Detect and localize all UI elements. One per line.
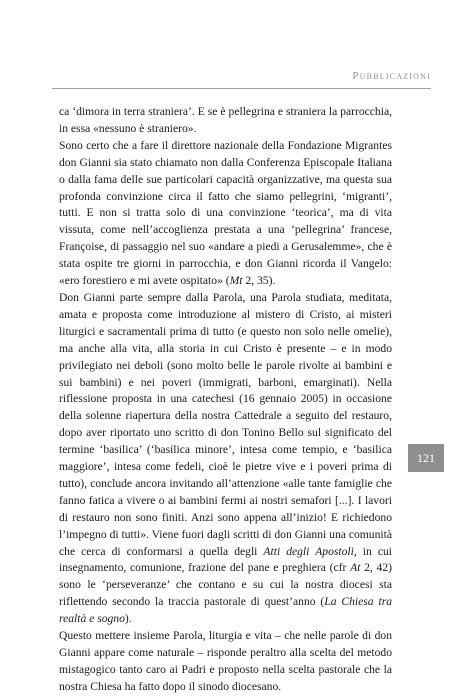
paragraph-1: ca ‘dimora in terra straniera’. E se è pellegrina e straniera la parrocchia, in essa «nessuno è straniero». — [59, 105, 392, 135]
title-la-chiesa: La Chiesa tra realtà e sogno — [59, 595, 392, 626]
paragraph-2-text-b: 2, 35). — [242, 274, 276, 288]
paragraph-4: Questo mettere insieme Parola, liturgia e vita – che nelle parole di don Gianni appare come naturale – risponde peraltro alla scelta del metodo mistagogico tanto caro ai Padri e proposto nella scelta pastorale che la nostra Chiesa ha fatto dopo il sinodo diocesano. — [59, 629, 392, 693]
paragraph-2 — [59, 138, 392, 290]
citation-mt: Mt — [229, 274, 243, 288]
paragraph-3-text-d: ). — [124, 612, 132, 626]
paragraph-3 — [59, 290, 392, 628]
paragraph-3-text-a: Don Gianni parte sempre dalla Parola, una Parola studiata, meditata, amata e proposta come introduzione al mistero di Cristo, ai misteri liturgici e sacramentali prima di tutto (e questo non solo nelle omelie), ma anche alla vita, alla storia in cui Cristo è presente – e in modo privilegiato nei deboli (sono molto belle le parole rivolte ai bambini e sui bambini) e nei poveri (immigrati, barboni, emarginati). Nella riflessione proposta in una catechesi (16 gennaio 2005) in occasione della solenne riapertura della nostra Cattedrale a seguito del restauro, dopo aver riportato uno scritto di don Tonino Bello sul significato del termine ‘basilica’ (‘basilica minore’, intesa come tempio, e ‘basilica maggiore’, intesa come fedeli, cioè le pietre vive e i poveri prima di tutto), conclude ancora invitando all’attenzione «alle tante famiglie che fanno fatica a vivere o ai bambini fermi ai nostri semafori [...]. I lavori di restauro non sono finiti. Anzi sono appena all’inizio! E richiedono l’impegno di tutti». Viene fuori dagli scritti di don Gianni una comunità che cerca di conformarsi a quella degli — [59, 290, 392, 558]
paragraph-3-text-c: 2, 42) sono le ‘perseveranze’ che contano e su cui la nostra diocesi sta riflettendo secondo la traccia pastorale di quest’anno ( — [59, 561, 393, 609]
title-atti-degli-apostoli: Atti degli Apostoli — [263, 544, 354, 558]
page-number-badge: 121 — [408, 444, 444, 472]
running-header-section: Pubblicazioni — [352, 70, 431, 82]
citation-at: At — [350, 561, 361, 575]
paragraph-2-text-a: Sono certo che a fare il direttore nazionale della Fondazione Migrantes don Gianni sia stato chiamato non dalla Conferenza Episcopale Italiana o dalla fama delle sue particolari capacità organizzative, ma questa sua profonda convinzione circa il fatto che siamo pellegrini, ‘migranti’, tutti. E non si tratta solo di una convinzione ‘teorica’, ma di vita vissuta, come nell’accoglienza prestata a una ‘pellegrina’ francese, Françoise, di passaggio nel suo «andare a piedi a Gerusalemme», che è stata ospite tre giorni in parrocchia, e don Gianni ricorda il Vangelo: «ero forestiero e mi avete ospitato» ( — [59, 138, 392, 288]
header-rule — [52, 88, 431, 89]
body-text — [59, 104, 392, 696]
paragraph-3-text-b: , in cui insegnamento, comunione, frazione del pane e preghiera (cfr — [59, 544, 392, 575]
